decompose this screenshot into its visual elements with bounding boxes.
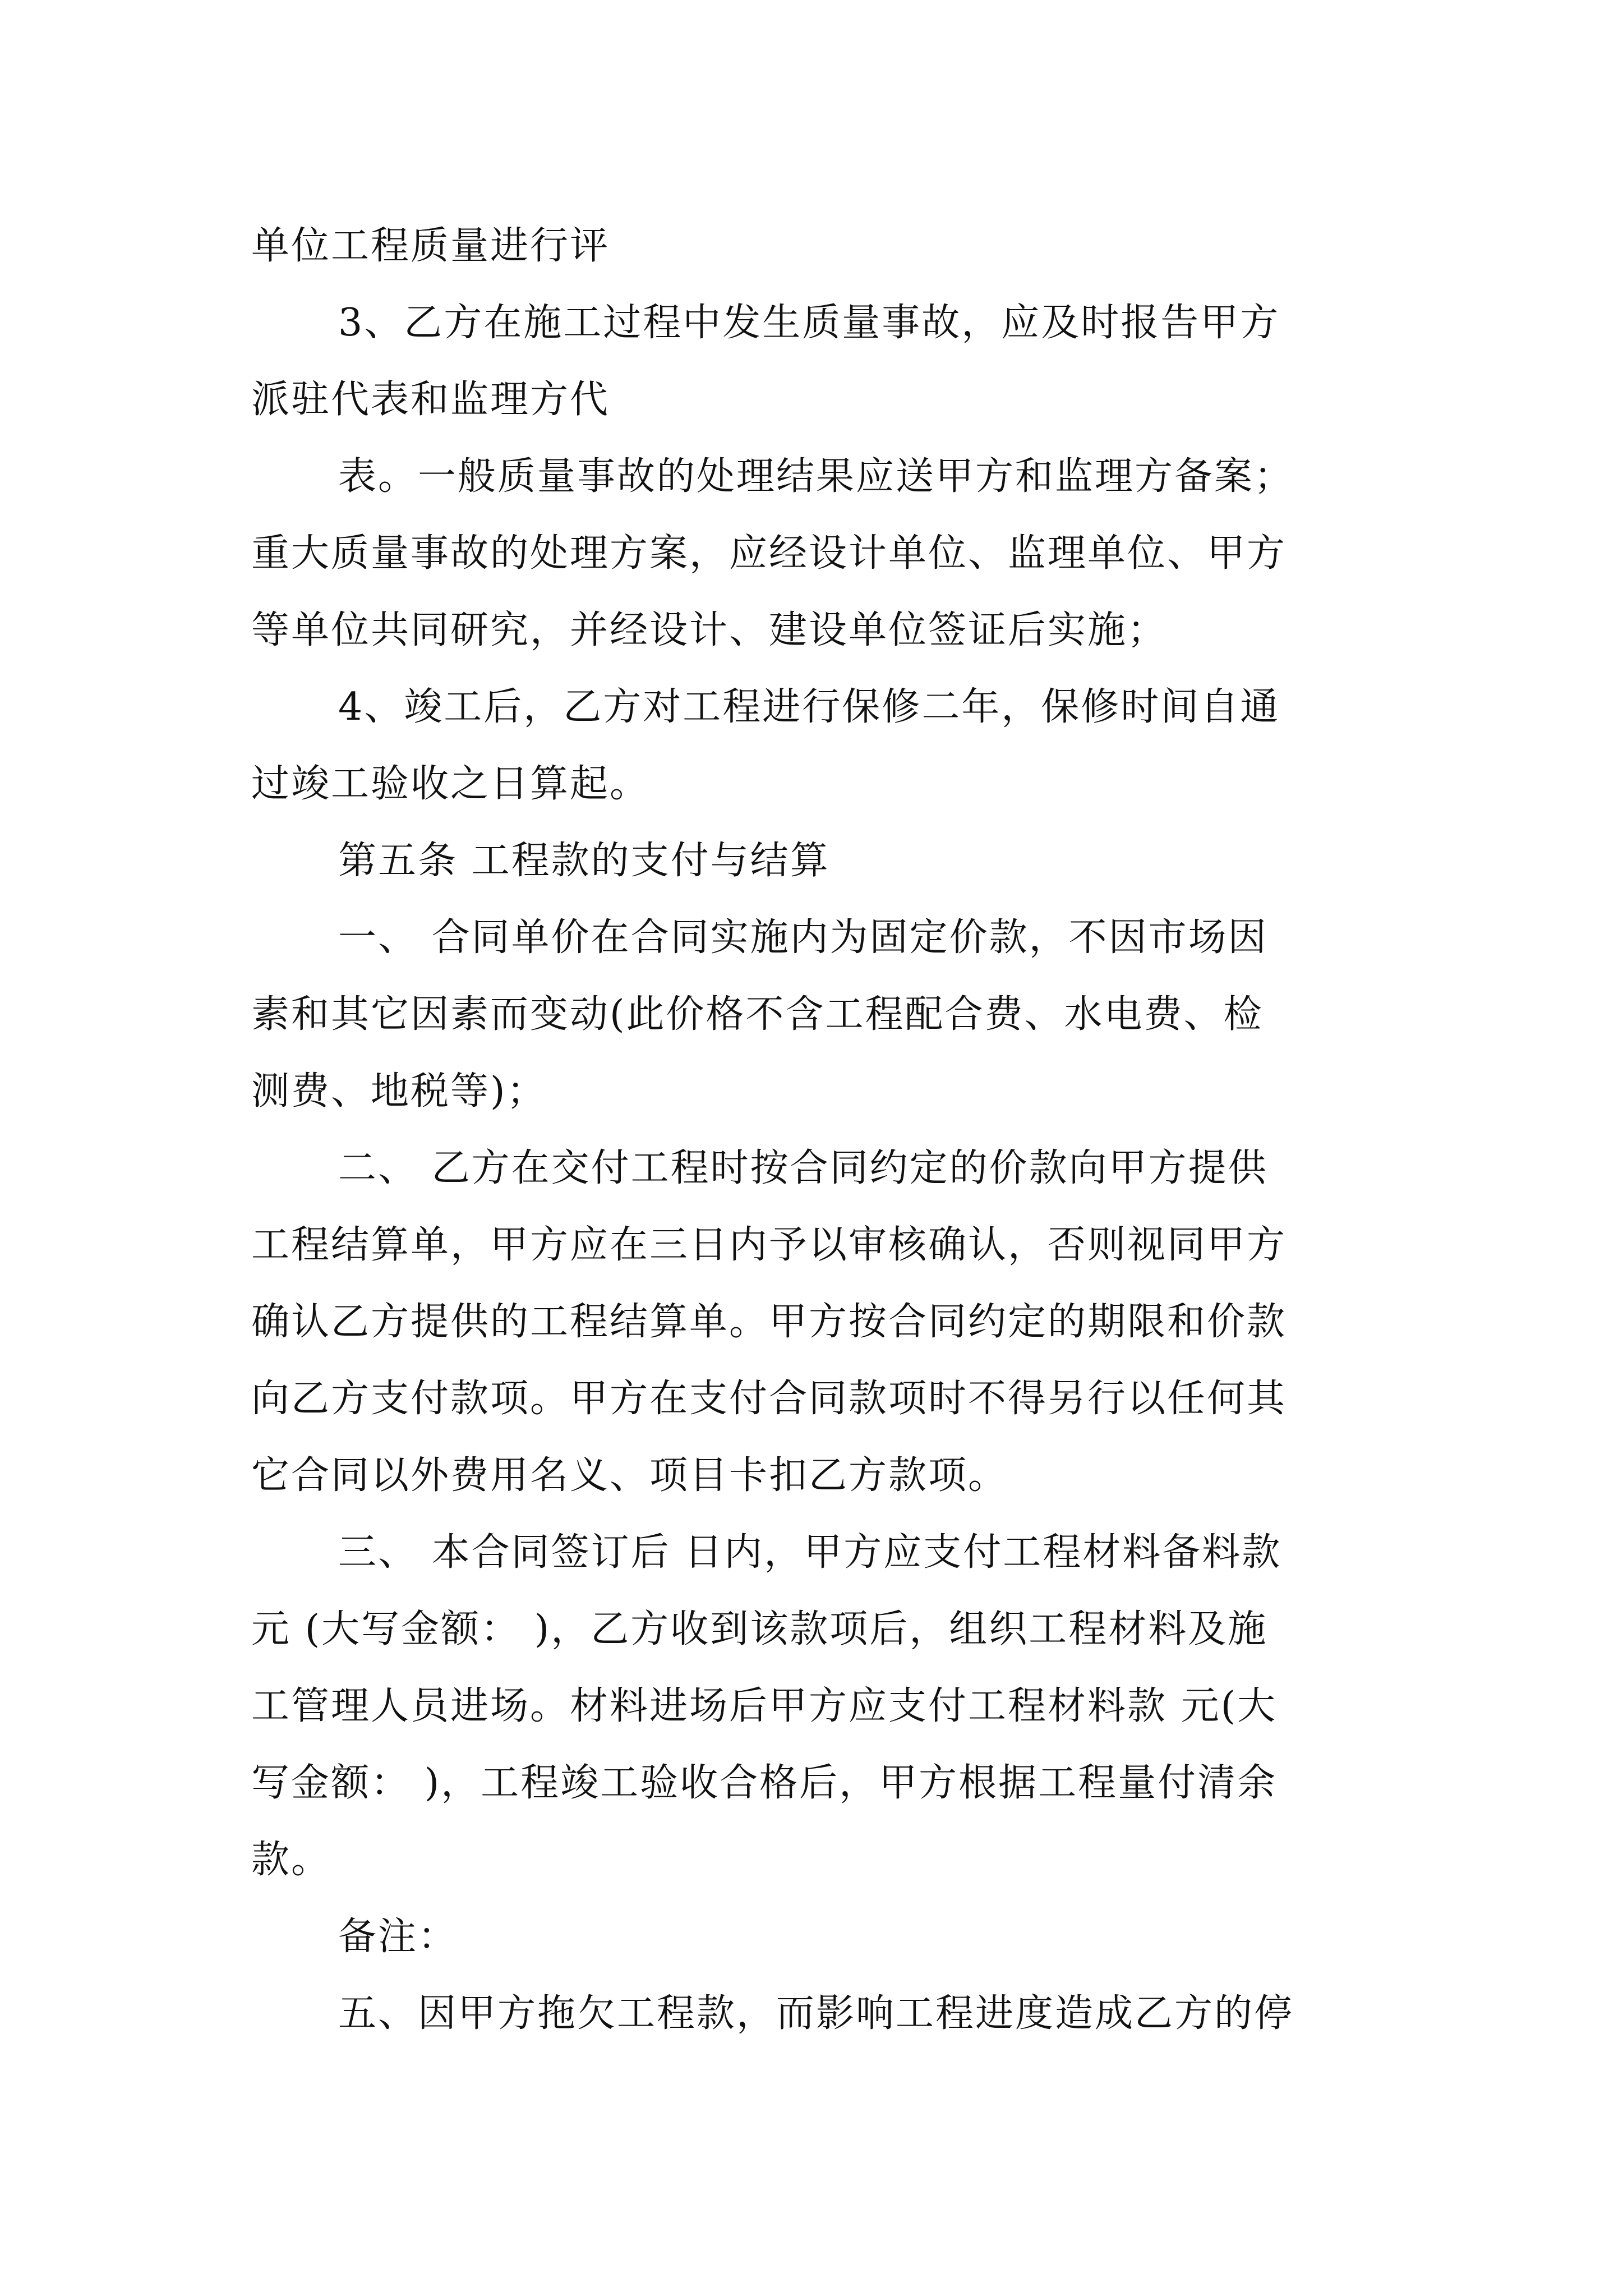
body-line: 派驻代表和监理方代 [251,378,610,422]
body-line: 款。 [251,1838,331,1882]
body-line: 工程结算单，甲方应在三日内予以审核确认，否则视同甲方 [251,1223,1287,1267]
body-line: 素和其它因素而变动(此价格不含工程配合费、水电费、检 [251,992,1264,1037]
body-line: 五、因甲方拖欠工程款，而影响工程进度造成乙方的停 [338,1991,1294,2036]
note-label: 备注： [338,1915,458,1959]
body-line: 工管理人员进场。材料进场后甲方应支付工程材料款 元(大 [251,1684,1278,1728]
body-line: 向乙方支付款项。甲方在支付合同款项时不得另行以任何其 [251,1377,1287,1421]
section-heading: 第五条 工程款的支付与结算 [338,839,830,883]
body-line: 4、竣工后，乙方对工程进行保修二年，保修时间自通 [338,685,1280,729]
body-line: 表。一般质量事故的处理结果应送甲方和监理方备案； [338,454,1294,499]
body-line: 它合同以外费用名义、项目卡扣乙方款项。 [251,1453,1008,1498]
body-line: 3、乙方在施工过程中发生质量事故，应及时报告甲方 [338,301,1280,345]
body-line: 写金额： )，工程竣工验收合格后，甲方根据工程量付清余 [251,1761,1278,1805]
body-line: 测费、地税等)； [251,1069,547,1114]
body-line: 一、 合同单价在合同实施内为固定价款，不因市场因 [338,915,1268,960]
body-line: 过竣工验收之日算起。 [251,762,650,806]
body-line: 重大质量事故的处理方案，应经设计单位、监理单位、甲方 [251,531,1287,576]
body-line: 单位工程质量进行评 [251,224,610,268]
body-line: 等单位共同研究，并经设计、建设单位签证后实施； [251,608,1168,652]
body-line: 二、 乙方在交付工程时按合同约定的价款向甲方提供 [338,1146,1268,1190]
body-line: 三、 本合同签订后 日内，甲方应支付工程材料备料款 [338,1530,1282,1575]
document-body [251,208,1384,2052]
body-line: 元 (大写金额： )，乙方收到该款项后，组织工程材料及施 [251,1607,1268,1651]
body-line: 确认乙方提供的工程结算单。甲方按合同约定的期限和价款 [251,1300,1287,1344]
